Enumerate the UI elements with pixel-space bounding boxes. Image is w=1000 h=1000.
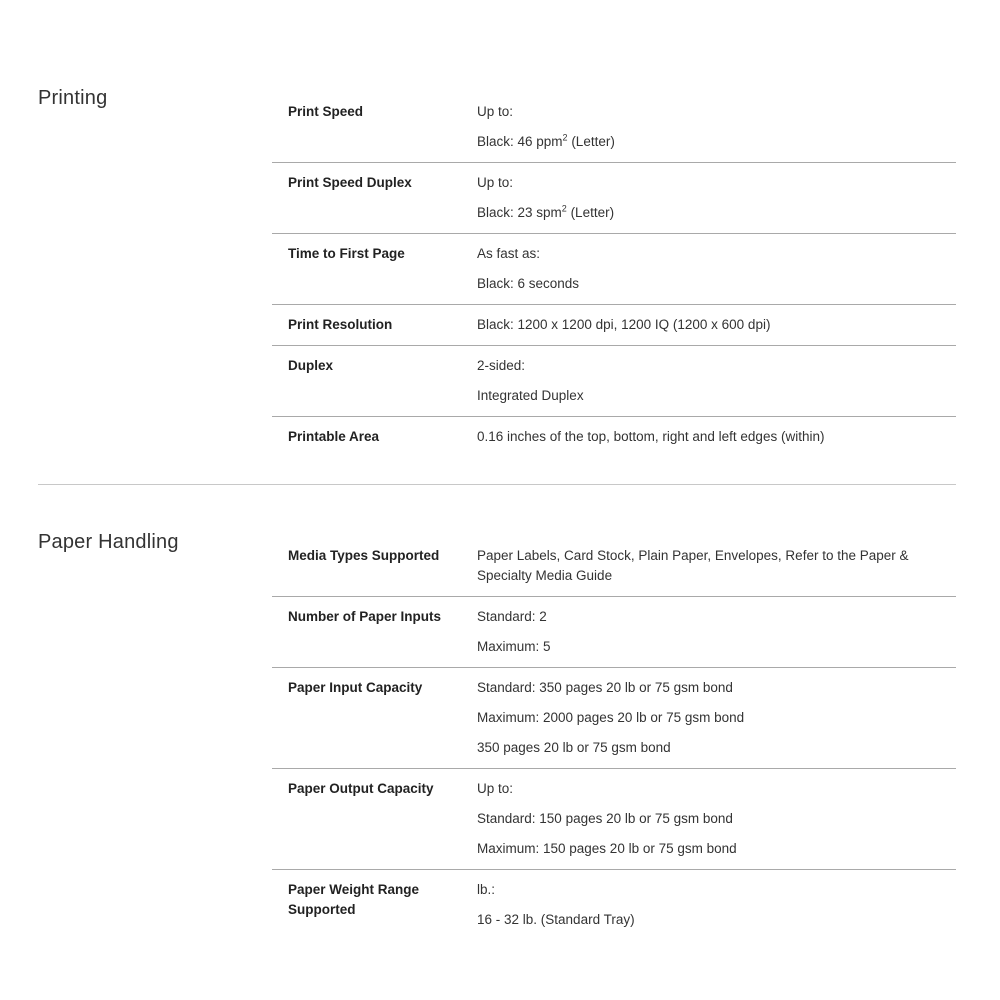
spec-row-number-of-paper-inputs [272, 597, 956, 668]
spec-label: Paper Output Capacity [288, 781, 434, 796]
spec-values [477, 880, 956, 930]
spec-row-time-to-first-page [272, 234, 956, 305]
spec-value: 350 pages 20 lb or 75 gsm bond [477, 740, 671, 755]
section-title: Printing [38, 87, 108, 109]
spec-value: 2-sided: [477, 358, 526, 373]
spec-label: Media Types Supported [288, 548, 440, 563]
spec-value: Up to: [477, 175, 514, 190]
spec-row-printable-area [272, 417, 956, 457]
spec-row-duplex [272, 346, 956, 417]
spec-values [477, 244, 956, 294]
spec-table [272, 536, 956, 940]
spec-label: Number of Paper Inputs [288, 609, 442, 624]
spec-value: Black: 1200 x 1200 dpi, 1200 IQ (1200 x 600 dpi) [477, 317, 771, 332]
spec-values [477, 678, 956, 758]
spec-value: Black: 46 ppm$^2$ (Letter) [477, 132, 615, 149]
spec-row-media-types-supported [272, 536, 956, 597]
spec-label: Print Speed [288, 104, 364, 119]
spec-label: Print Speed Duplex [288, 175, 412, 190]
spec-value: Integrated Duplex [477, 388, 584, 403]
spec-row-print-speed [272, 92, 956, 163]
spec-row-paper-weight-range-supported [272, 870, 956, 940]
footnote-marker: 2 [562, 132, 568, 143]
spec-values [477, 779, 956, 859]
section-title: Paper Handling [38, 531, 179, 553]
spec-values [477, 607, 956, 657]
spec-values [477, 546, 956, 586]
spec-values [477, 356, 956, 406]
spec-value: Standard: 350 pages 20 lb or 75 gsm bond [477, 680, 733, 695]
spec-value: Maximum: 2000 pages 20 lb or 75 gsm bond [477, 710, 745, 725]
spec-value: Up to: [477, 104, 514, 119]
spec-value: Maximum: 5 [477, 639, 551, 654]
spec-value: Standard: 150 pages 20 lb or 75 gsm bond [477, 811, 733, 826]
spec-value: lb.: [477, 882, 496, 897]
spec-label: Printable Area [288, 429, 380, 444]
spec-value: Maximum: 150 pages 20 lb or 75 gsm bond [477, 841, 737, 856]
spec-value: Paper Labels, Card Stock, Plain Paper, Envelopes, Refer to the Paper & Specialty Media Guide [477, 548, 909, 583]
footnote-marker: 2 [561, 203, 567, 214]
spec-label: Duplex [288, 358, 334, 373]
spec-row-print-resolution [272, 305, 956, 346]
spec-value: 16 - 32 lb. (Standard Tray) [477, 912, 635, 927]
section-divider [38, 484, 956, 485]
spec-value: Up to: [477, 781, 514, 796]
spec-row-paper-output-capacity [272, 769, 956, 870]
spec-table [272, 92, 956, 457]
spec-label: Paper Input Capacity [288, 680, 423, 695]
spec-row-paper-input-capacity [272, 668, 956, 769]
spec-value: Black: 6 seconds [477, 276, 580, 291]
spec-values [477, 315, 956, 335]
spec-label: Paper Weight Range Supported [288, 882, 420, 917]
spec-label: Print Resolution [288, 317, 393, 332]
spec-values [477, 102, 956, 152]
spec-label: Time to First Page [288, 246, 405, 261]
spec-row-print-speed-duplex [272, 163, 956, 234]
spec-values [477, 427, 956, 447]
spec-value: Black: 23 spm$^2$ (Letter) [477, 203, 615, 220]
spec-value: Standard: 2 [477, 609, 547, 624]
spec-values [477, 173, 956, 223]
spec-value: As fast as: [477, 246, 541, 261]
spec-value: 0.16 inches of the top, bottom, right and left edges (within) [477, 429, 825, 444]
